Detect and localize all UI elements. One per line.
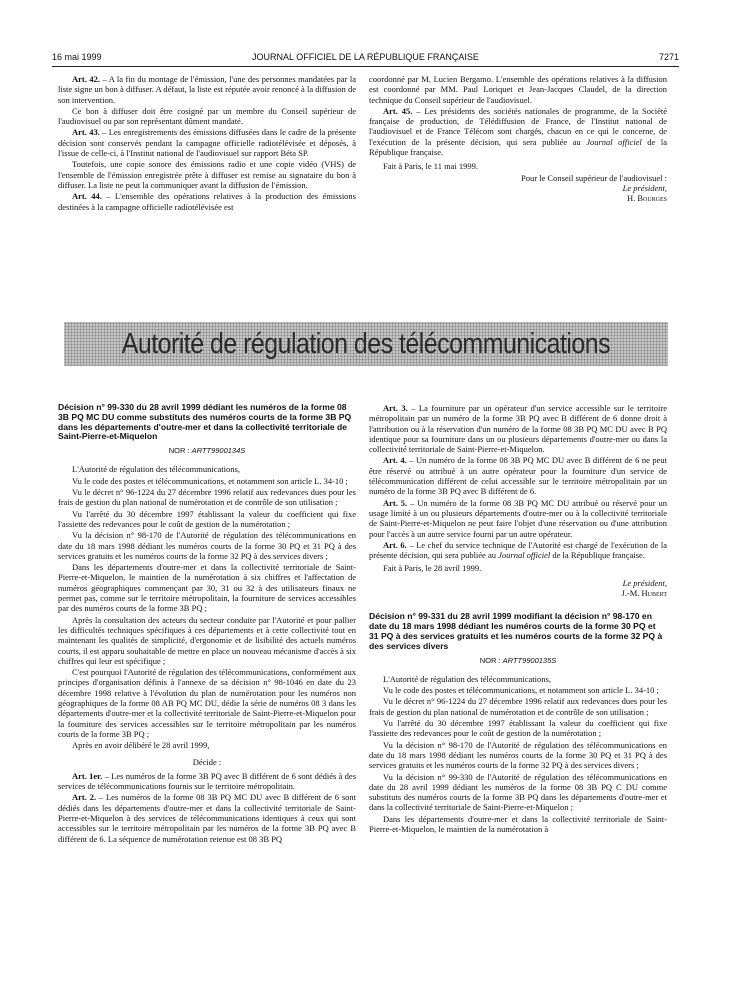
decision-99-330-nor: NOR : ARTT9900134S [168,446,246,456]
decision-99-330-para: C'est pourquoi l'Autorité de régulation des télécommunications, conformément aux principes d'organisation définis à l'annexe de sa décision n° 98-1046 en date du 23 décembre 1998 relative à l'évolution du plan de numérotation pour les numéros non géographiques de la forme 08 AB PQ MC DU, dédie la série de numéros 08 3 dans les départements d'outre-mer et la collectivité territoriale de Saint-Pierre-et-Miquelon pour la fourniture des services accessibles sur le territoire métropolitain par les numéros courts de la forme 3B PQ ; [58,667,356,739]
article-42-para-2: Ce bon à diffuser doit être cosigné par un membre du Conseil supérieur de l'audiovisuel ou par son représentant dûment mandaté. [58,105,356,127]
bottom-left-column [58,403,356,845]
header-page-number: 7271 [658,52,679,62]
decision-99-331-para: Vu le décret n° 96-1224 du 27 décembre 1996 relatif aux redevances dues pour les frais de gestion du plan national de numérotation et de contrôle de son utilisation ; [369,696,667,717]
decision-99-331-nor: NOR : ARTT9900135S [479,655,557,665]
decision-99-330-article-3: Art. 3. – La fourniture par un opérateur d'un service accessible sur le territoire métropolitain par un numéro de la forme 3B PQ avec B différent de 6 donne droit à l'attribution ou à la réservation d'un numéro de la forme 08 3B PQ MC DU avec B PQ identique pour sa fourniture dans un ou plusieurs départements d'outre-mer ou dans la collectivité territoriale de Saint-Pierre-et-Miquelon. [369,403,667,455]
decision-99-330-para: L'Autorité de régulation des télécommunications, [72,464,240,475]
top-left-column [58,74,356,213]
decision-99-331-para: Vu l'arrêté du 30 décembre 1997 établissant la valeur du coefficient qui fixe l'assiette des redevances pour le coût de gestion de la numérotation ; [369,718,667,739]
signature-role: Le président, [622,182,667,193]
decision-99-330-article-6: Art. 6. – Le chef du service technique de l'Autorité est chargé de l'exécution de la présente décision, qui sera publiée au Journal officiel de la République française. [369,539,667,561]
decision-99-330-para: Vu l'arrêté du 30 décembre 1997 établissant la valeur du coefficient qui fixe l'assiette des redevances pour le coût de gestion de la numérotation ; [58,508,356,529]
decide-heading: Décide : [192,756,222,767]
decision-99-330-para: Après en avoir délibéré le 28 avril 1999, [72,740,210,751]
decision-99-331-para: Dans les départements d'outre-mer et dans la collectivité territoriale de Saint-Pierre-et-Miquelon, le maintien de la numérotation à [369,813,667,834]
bottom-right-column [369,403,667,835]
decision-99-331-para: Vu le code des postes et télécommunications, et notamment son article L. 34-10 ; [383,685,659,696]
decision-99-330-signature-role: Le président, [622,577,667,588]
decision-99-330-para: Vu le code des postes et télécommunications, et notamment son article L. 34-10 ; [72,475,348,486]
decision-99-330-article-1: Art. 1er. – Les numéros de la forme 3B PQ avec B différent de 6 sont dédiés à des services de télécommunications fournis sur le territoire métropolitain. [58,770,356,792]
top-right-column [369,74,667,204]
decision-99-330-para: Vu la décision n° 98-170 de l'Autorité de régulation des télécommunications en date du 18 mars 1998 dédiant les numéros courts de la forme 30 PQ et 31 PQ à des services gratuits et les numéros courts de la forme 32 PQ à des services divers ; [58,530,356,561]
section-banner-title: Autorité de régulation des télécommunications [121,327,611,360]
article-43-para-2: Toutefois, une copie sonore des émissions radio et une copie vidéo (VHS) de l'ensemble de l'émission enregistrée prête à diffuser est remise au signataire du bon à diffuser. La liste ne peut la communiquer avant la diffusion de l'émission. [58,159,356,190]
decision-99-330-signature-name: J.-M. Hubert [621,588,667,599]
decision-99-330-para: Après la consultation des acteurs du secteur conduite par l'Autorité et pour pallier les difficultés techniques spécifiques à ces départements et à cette collectivité tout en maintenant les qualités de simplicité, d'ergonomie et de lisibilité des actuels numéros courts, il est apparu souhaitable de mettre en place un nouveau mécanisme d'accès à six chiffres qui leur est spécifique ; [58,614,356,666]
decision-99-331-para: Vu la décision n° 99-330 de l'Autorité de régulation des télécommunications en date du 28 avril 1999 dédiant les numéros de la forme 08 3B PQ C DU comme substituts des numéros courts de la forme 3B PQ dans les départements d'outre-mer et dans la collectivité territoriale de Saint-Pierre-et-Miquelon ; [369,771,667,813]
article-44: Art. 44. – L'ensemble des opérations relatives à la production des émissions destinées à la campagne officielle radiotélévisée est [58,191,356,212]
signature-date: Fait à Paris, le 11 mai 1999. [383,161,479,172]
article-45: Art. 45. – Les présidents des sociétés nationales de programme, de la Société française de production, de Télédiffusion de France, de l'Institut national de l'audiovisuel et de France Télécom sont chargés, chacun en ce qui le concerne, de l'exécution de la présente décision, qui sera publiée au Journal officiel de la République française. [369,105,667,158]
article-42: Art. 42. – A la fin du montage de l'émission, l'une des personnes mandatées par la liste signe un bon à diffuser. A défaut, la liste est réputée avoir renoncé à la diffusion de son intervention. [58,74,356,105]
decision-99-331-title: Décision n° 99-331 du 28 avril 1999 modifiant la décision n° 98-170 en date du 18 mars 1998 dédiant les numéros courts de la forme 30 PQ et 31 PQ à des services gratuits et les numéros courts de la forme 32 PQ à des services divers [369,611,663,651]
decision-99-330-article-2: Art. 2. – Les numéros de la forme 08 3B PQ MC DU avec B différent de 6 sont dédiés dans les départements d'outre-mer et dans la collectivité territoriale de Saint-Pierre-et-Miquelon à des services de télécommunications identiques à ceux qui sont accessibles sur le territoire métropolitain par les numéros de la forme 3B PQ avec B différent de 6. La séquence de numérotation retenue est 08 3B PQ [58,792,356,844]
article-44-continued: coordonné par M. Lucien Bergamo. L'ensemble des opérations relatives à la diffusion est coordonné par MM. Paul Loriquet et Jean-Jacques Claudel, de la direction technique du Conseil supérieur de l'audiovisuel. [369,74,667,105]
decision-99-331-para: L'Autorité de régulation des télécommunications, [383,673,551,684]
decision-99-330-para: Vu le décret n° 96-1224 du 27 décembre 1996 relatif aux redevances dues pour les frais de gestion du plan national de numérotation et de contrôle de son utilisation ; [58,487,356,508]
page-header [52,52,679,66]
header-rule [52,66,679,67]
decision-99-330-para: Dans les départements d'outre-mer et dans la collectivité territoriale de Saint-Pierre-et-Miquelon, le maintien de la numérotation à six chiffres et l'affectation de numéros géographiques commençant par 30, 31 ou 32 à des utilisateurs finaux ne permet pas, comme sur le territoire métropolitain, la fourniture de services accessibles par des numéros courts de la forme 3B PQ ; [58,562,356,614]
section-banner [64,322,668,366]
decision-99-331-para: Vu la décision n° 98-170 de l'Autorité de régulation des télécommunications en date du 18 mars 1998 dédiant les numéros courts de la forme 30 PQ et 31 PQ à des services gratuits et les numéros courts de la forme 32 PQ à des services divers ; [369,739,667,771]
header-journal-title: JOURNAL OFFICIEL DE LA RÉPUBLIQUE FRANÇAISE [252,52,479,62]
decision-99-330-article-4: Art. 4. – Un numéro de la forme 08 3B PQ MC DU avec B différent de 6 ne peut être réservé ou attribué à un autre opérateur pour la fourniture d'un service de télécommunication différent de celui accessible sur le territoire métropolitain par un numéro de la forme 3B PQ avec B différent de 6. [369,455,667,497]
decision-99-330-title: Décision n° 99-330 du 28 avril 1999 dédiant les numéros de la forme 08 3B PQ MC DU comme substituts des numéros courts de la forme 3B PQ dans les départements d'outre-mer et dans la collectivité territoriale de Saint-Pierre-et-Miquelon [58,402,352,442]
decision-99-330-date: Fait à Paris, le 28 avril 1999. [383,563,482,574]
article-43: Art. 43. – Les enregistrements des émissions diffusées dans le cadre de la présente décision sont conservés pendant la campagne officielle radiotélévisée et déposés, à l'issue de celle-ci, à l'Institut national de l'audiovisuel sur rapport Béta SP. [58,127,356,159]
header-date: 16 mai 1999 [52,52,102,62]
signature-authority: Pour le Conseil supérieur de l'audiovisuel : [520,172,667,183]
decision-99-330-article-5: Art. 5. – Un numéro de la forme 08 3B PQ MC DU attribué ou réservé pour un usage limité à un ou plusieurs départements d'outre-mer ou à la collectivité territoriale de Saint-Pierre-et-Miquelon ne peut faire l'objet d'une réservation ou d'une attribution pour l'accès à un autre service fourni par un autre opérateur. [369,497,667,539]
signature-name: H. Bourges [626,193,667,204]
